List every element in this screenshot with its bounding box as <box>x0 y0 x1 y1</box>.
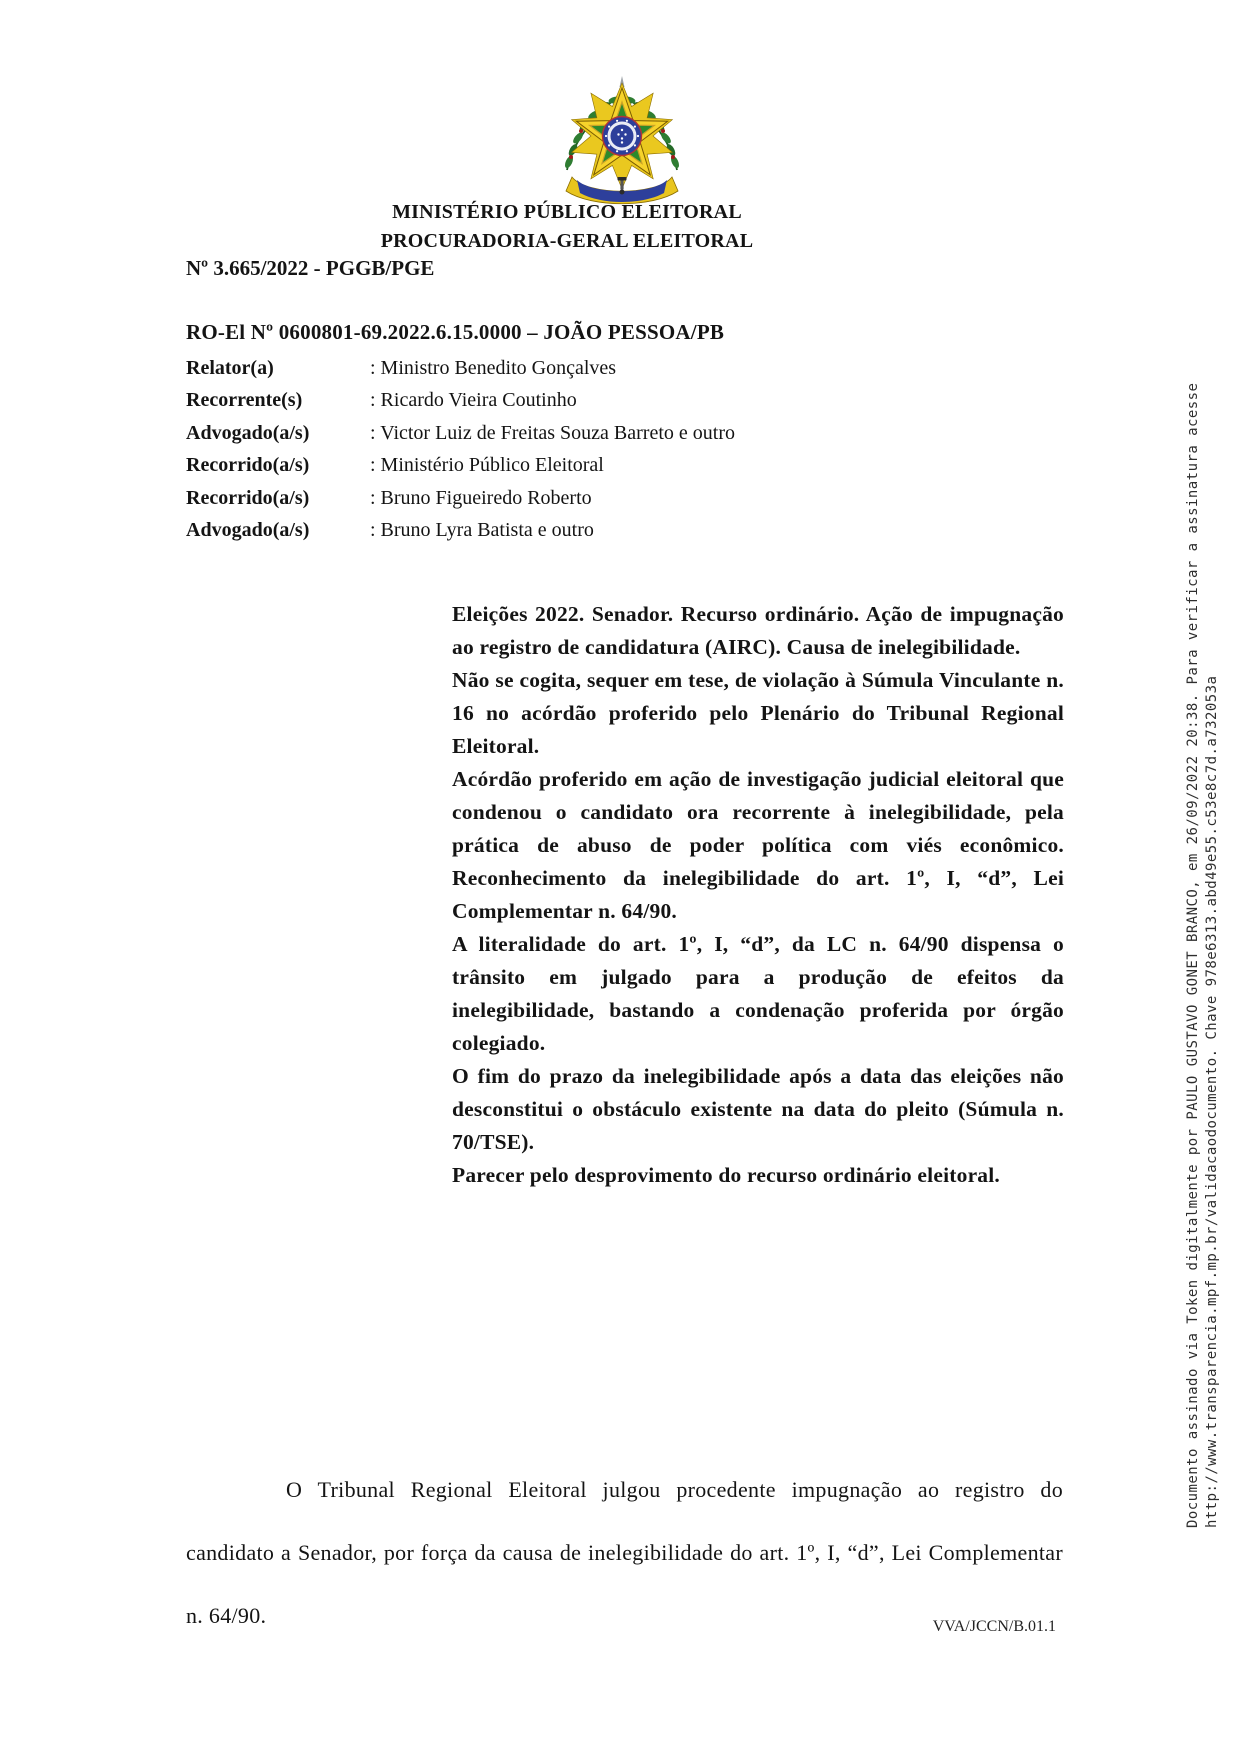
party-row <box>186 514 1066 546</box>
party-row <box>186 352 1066 384</box>
brazil-coat-of-arms <box>547 74 697 212</box>
case-reference: RO-El Nº 0600801-69.2022.6.15.0000 – JOÃO PESSOA/PB <box>186 320 725 344</box>
party-row <box>186 417 1066 449</box>
summary-paragraph: Acórdão proferido em ação de investigação judicial eleitoral que condenou o candidato ora recorrente à inelegibilidade, pela prática de abuso de poder política com viés econômico. Reconhecimento da inelegibilidade do art. 1º, I, “d”, Lei Complementar n. 64/90. <box>452 767 1064 923</box>
party-row <box>186 482 1066 514</box>
summary-paragraph: A literalidade do art. 1º, I, “d”, da LC n. 64/90 dispensa o trânsito em julgado para a produção de efeitos da inelegibilidade, bastando a condenação proferida por órgão colegiado. <box>452 932 1064 1055</box>
summary-paragraph: Parecer pelo desprovimento do recurso ordinário eleitoral. <box>452 1163 1001 1187</box>
summary-paragraph: Não se cogita, sequer em tese, de violação à Súmula Vinculante n. 16 no acórdão proferido pelo Plenário do Tribunal Regional Eleitoral. <box>452 668 1064 758</box>
institution-line1: MINISTÉRIO PÚBLICO ELEITORAL <box>392 201 742 223</box>
party-value: : Ministério Público Eleitoral <box>370 454 604 477</box>
summary-paragraph: Eleições 2022. Senador. Recurso ordinário. Ação de impugnação ao registro de candidatura (AIRC). Causa de inelegibilidade. <box>452 602 1064 659</box>
case-summary <box>452 598 1064 1192</box>
signature-stamp-line2: http://www.transparencia.mpf.mp.br/validacaodocumento. Chave 978e6313.abd49e55.c53e8c7d.a732053a <box>1204 675 1220 1528</box>
body-paragraph: O Tribunal Regional Eleitoral julgou procedente impugnação ao registro do candidato a Senador, por força da causa de inelegibilidade do art. 1º, I, “d”, Lei Complementar n. 64/90. <box>186 1477 1063 1628</box>
institution-header <box>186 198 948 255</box>
signature-stamp-line1: Documento assinado via Token digitalmente por PAULO GUSTAVO GONET BRANCO, em 26/09/2022 20:38. Para verificar a assinatura acesse <box>1185 382 1201 1528</box>
parties-list <box>186 352 1066 546</box>
party-value: : Bruno Lyra Batista e outro <box>370 519 594 542</box>
party-label: Relator(a) <box>186 357 274 379</box>
party-row <box>186 384 1066 416</box>
party-label: Recorrido(a/s) <box>186 454 310 477</box>
party-value: : Ministro Benedito Gonçalves <box>370 357 617 379</box>
party-label: Advogado(a/s) <box>186 421 310 444</box>
party-value: : Victor Luiz de Freitas Souza Barreto e outro <box>370 421 735 444</box>
party-value: : Bruno Figueiredo Roberto <box>370 486 592 509</box>
party-value: : Ricardo Vieira Coutinho <box>370 389 577 412</box>
coat-of-arms-icon <box>547 74 697 212</box>
party-label: Advogado(a/s) <box>186 519 310 542</box>
party-label: Recorrido(a/s) <box>186 486 310 509</box>
digital-signature-stamp <box>1184 368 1224 1528</box>
footer-code: VVA/JCCN/B.01.1 <box>932 1618 1056 1635</box>
document-number: Nº 3.665/2022 - PGGB/PGE <box>186 256 435 280</box>
summary-paragraph: O fim do prazo da inelegibilidade após a data das eleições não desconstitui o obstáculo existente na data do pleito (Súmula n. 70/TSE). <box>452 1064 1064 1154</box>
party-row <box>186 449 1066 481</box>
party-label: Recorrente(s) <box>186 389 303 412</box>
institution-line2: PROCURADORIA-GERAL ELEITORAL <box>380 229 754 252</box>
